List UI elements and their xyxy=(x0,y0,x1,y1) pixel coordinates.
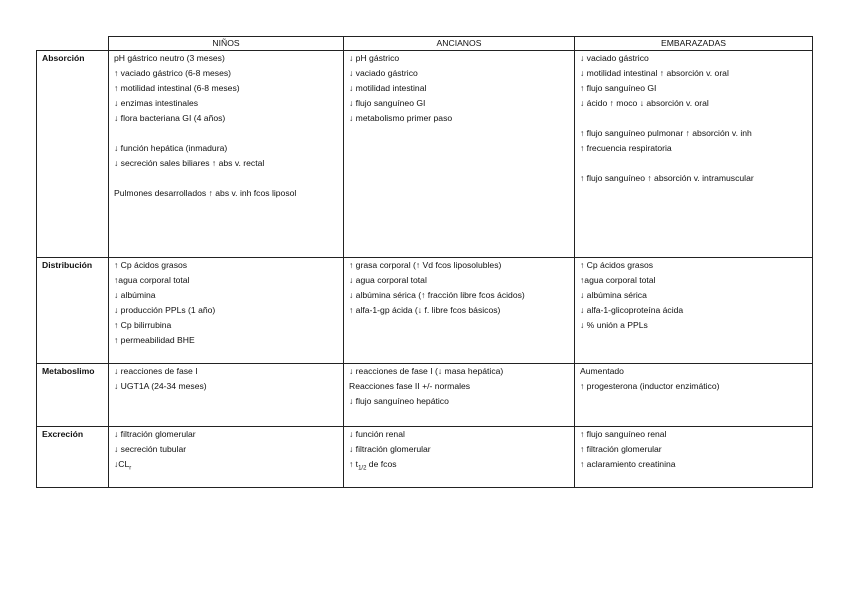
cell-distribucion-ancianos xyxy=(344,258,575,364)
cell-line: ↑ flujo sanguíneo GI xyxy=(580,83,657,93)
cell-line: ↓ vaciado gástrico xyxy=(580,53,649,63)
cell-line: ↓ flujo sanguíneo GI xyxy=(349,98,426,108)
header-ancianos: ANCIANOS xyxy=(344,37,575,51)
cell-line: ↓ ácido ↑ moco ↓ absorción v. oral xyxy=(580,98,709,108)
cell-line: ↓ motilidad intestinal ↑ absorción v. oral xyxy=(580,68,729,78)
cell-line: ↓ reacciones de fase I (↓ masa hepática) xyxy=(349,366,504,376)
cell-excrecion-ancianos xyxy=(344,427,575,488)
cell-excrecion-embarazadas xyxy=(575,427,813,488)
row-distribucion xyxy=(37,258,813,364)
cell-line: ↓ secreción tubular xyxy=(114,444,187,454)
cell-line: ↓ albúmina sérica (↑ fracción libre fcos ácidos) xyxy=(349,290,525,300)
cell-line: ↑ motilidad intestinal (6-8 meses) xyxy=(114,83,240,93)
cell-line: ↑agua corporal total xyxy=(114,275,190,285)
cell-line: ↓ pH gástrico xyxy=(349,53,400,63)
cell-distribucion-ninos xyxy=(109,258,344,364)
cell-line: ↑ flujo sanguíneo renal xyxy=(580,429,667,439)
header-ninos: NIÑOS xyxy=(109,37,344,51)
cell-line: ↓ albúmina sérica xyxy=(580,290,647,300)
cell-line: ↓ secreción sales biliares ↑ abs v. rectal xyxy=(114,158,265,168)
cell-line: ↑ flujo sanguíneo ↑ absorción v. intramuscular xyxy=(580,173,754,183)
row-label-absorcion: Absorción xyxy=(37,51,109,258)
cell-line: ↑ permeabilidad BHE xyxy=(114,335,195,345)
cell-excrecion-ninos xyxy=(109,427,344,488)
pharmacokinetics-table xyxy=(36,36,813,488)
cell-line: ↑ Cp ácidos grasos xyxy=(580,260,654,270)
spacer xyxy=(114,171,338,186)
cell-line: ↑ vaciado gástrico (6-8 meses) xyxy=(114,68,232,78)
row-label-distribucion: Distribución xyxy=(37,258,109,364)
row-absorcion xyxy=(37,51,813,258)
cell-absorcion-ninos xyxy=(109,51,344,258)
cell-line: ↑ Cp ácidos grasos xyxy=(114,260,188,270)
spacer xyxy=(580,111,807,126)
cell-distribucion-embarazadas xyxy=(575,258,813,364)
row-label-metabolismo: Metaboslimo xyxy=(37,364,109,427)
cell-line: ↑ grasa corporal (↑ Vd fcos liposolubles) xyxy=(349,260,502,270)
cl-renal-line: $↓CL_r$ xyxy=(114,459,132,472)
cell-line: ↓ enzimas intestinales xyxy=(114,98,199,108)
cell-line: ↑agua corporal total xyxy=(580,275,656,285)
cell-metabolismo-embarazadas xyxy=(575,364,813,427)
cell-metabolismo-ninos xyxy=(109,364,344,427)
cell-absorcion-embarazadas xyxy=(575,51,813,258)
cell-line: ↓ agua corporal total xyxy=(349,275,427,285)
cell-line: ↓ albúmina xyxy=(114,290,156,300)
cell-line: Aumentado xyxy=(580,366,624,376)
cell-line: ↓ motilidad intestinal xyxy=(349,83,427,93)
cell-line: ↑ Cp bilirrubina xyxy=(114,320,172,330)
cell-line: ↓ flora bacteriana GI (4 años) xyxy=(114,113,226,123)
cell-line: pH gástrico neutro (3 meses) xyxy=(114,53,225,63)
cell-line: ↓ alfa-1-glicoproteína ácida xyxy=(580,305,684,315)
cell-line: ↑ alfa-1-gp ácida (↓ f. libre fcos básicos) xyxy=(349,305,501,315)
cell-line: ↓ función hepática (inmadura) xyxy=(114,143,228,153)
half-life-line: ↑ $t_{1/2}$ de fcos xyxy=(349,459,397,472)
cell-line: Reacciones fase II +/- normales xyxy=(349,381,471,391)
cell-line: ↓ filtración glomerular xyxy=(114,429,196,439)
cell-line: ↓ producción PPLs (1 año) xyxy=(114,305,216,315)
cell-line: ↓ flujo sanguíneo hepático xyxy=(349,396,449,406)
cell-line: ↓ función renal xyxy=(349,429,405,439)
row-excrecion xyxy=(37,427,813,488)
cell-line: Pulmones desarrollados ↑ abs v. inh fcos liposol xyxy=(114,188,297,198)
corner-cell xyxy=(37,37,109,51)
spacer xyxy=(580,156,807,171)
cell-absorcion-ancianos xyxy=(344,51,575,258)
cell-line: ↓ % unión a PPLs xyxy=(580,320,648,330)
spacer xyxy=(114,126,338,141)
cell-line: ↑ filtración glomerular xyxy=(580,444,662,454)
row-label-excrecion: Excreción xyxy=(37,427,109,488)
cell-line: ↓ UGT1A (24-34 meses) xyxy=(114,381,207,391)
cell-line: ↓ reacciones de fase I xyxy=(114,366,198,376)
cell-line: ↑ progesterona (inductor enzimático) xyxy=(580,381,720,391)
header-embarazadas: EMBARAZADAS xyxy=(575,37,813,51)
cell-line: ↓ filtración glomerular xyxy=(349,444,431,454)
cell-metabolismo-ancianos xyxy=(344,364,575,427)
header-row xyxy=(37,37,813,51)
cell-line: ↑ frecuencia respiratoria xyxy=(580,143,672,153)
cell-line: ↓ vaciado gástrico xyxy=(349,68,418,78)
cell-line: ↓ metabolismo primer paso xyxy=(349,113,453,123)
row-metabolismo xyxy=(37,364,813,427)
cell-line: ↑ flujo sanguíneo pulmonar ↑ absorción v. inh xyxy=(580,128,752,138)
cell-line: ↑ aclaramiento creatinina xyxy=(580,459,676,469)
